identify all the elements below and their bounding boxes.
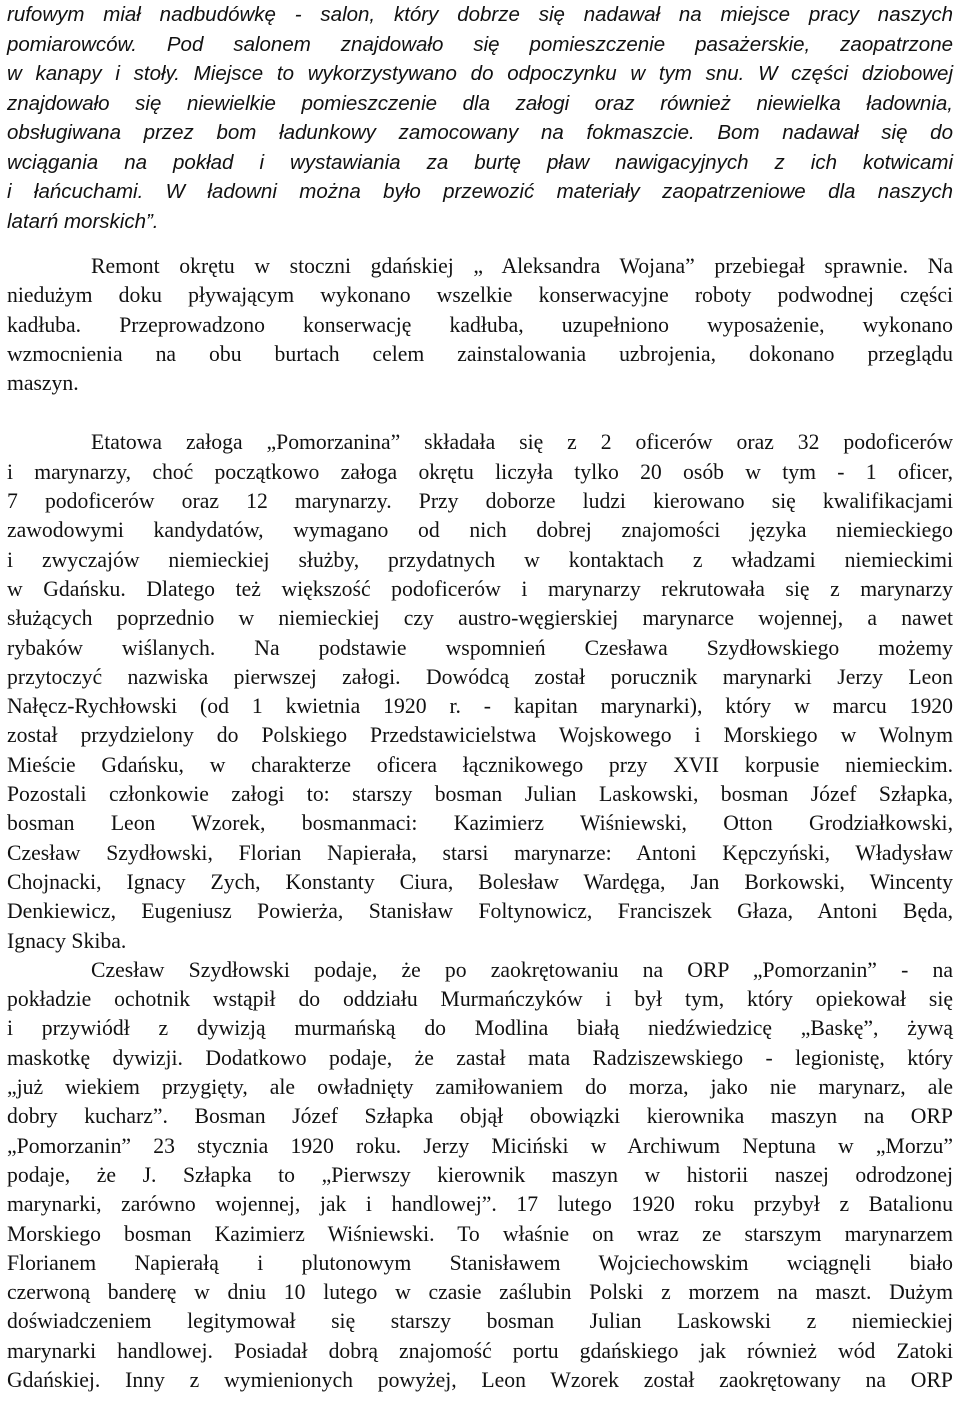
text-line: Denkiewicz, Eugeniusz Powierża, Stanisław Foltynowicz, Franciszek Głaza, Antoni Będa, bbox=[7, 899, 953, 924]
text-line: czerwoną banderę w dniu 10 lutego w czasie zaślubin Polski z morzem na maszt. Dużym bbox=[7, 1280, 953, 1305]
document-page bbox=[7, 0, 953, 1395]
text-line: Czesław Szydłowski, Florian Napierała, starsi marynarze: Antoni Kępczyński, Władysław bbox=[7, 840, 953, 865]
paragraph-shipyard-repair bbox=[7, 252, 953, 398]
paragraph-ship-description bbox=[7, 0, 953, 236]
text-line: i łańcuchami. W ładowni można było przewozić materiały zaopatrzeniowe dla naszych bbox=[7, 180, 953, 203]
text-line: rybaków wiślanych. Na podstawie wspomnień Czesława Szydłowskiego możemy bbox=[7, 635, 953, 660]
text-line: zawodowymi kandydatów, wymagano od nich dobrej znajomości języka niemieckiego bbox=[7, 518, 953, 543]
text-line: w kanapy i stoły. Miejsce to wykorzystywano do odpoczynku w tym snu. W części dziobowej bbox=[7, 62, 953, 85]
text-line: bosman Leon Wzorek, bosmanmaci: Kazimierz Wiśniewski, Otton Grodziałkowski, bbox=[7, 811, 953, 836]
text-line: obsługiwana przez bom ładunkowy zamocowany na fokmaszcie. Bom nadawał się do bbox=[7, 121, 953, 144]
text-line: Gdańskiej. Inny z wymienionych powyżej, Leon Wzorek został zaokrętowany na ORP bbox=[7, 1367, 953, 1392]
text-line: rufowym miał nadbudówkę - salon, który dobrze się nadawał na miejsce pracy naszych bbox=[7, 3, 953, 26]
text-line: maszyn. bbox=[7, 371, 79, 396]
text-line: służących poprzednio w niemieckiej czy austro-węgierskiej marynarce wojennej, a nawet bbox=[7, 606, 953, 631]
text-line: Morskiego bosman Kazimierz Wiśniewski. To właśnie on wraz ze starszym marynarzem bbox=[7, 1221, 953, 1246]
text-line: „Pomorzanin” 23 stycznia 1920 roku. Jerzy Miciński w Archiwum Neptuna w „Morzu” bbox=[7, 1133, 953, 1158]
paragraph-crew bbox=[7, 428, 953, 955]
text-line: 7 podoficerów oraz 12 marynarzy. Przy doborze ludzi kierowano się kwalifikacjami bbox=[7, 489, 953, 514]
text-line: marynarki handlowej. Posiadał dobrą znajomość portu gdańskiego jak również wód Zatoki bbox=[7, 1338, 953, 1363]
text-line: wciągania na pokład i wystawiania za burtę pław nawigacyjnych z ich kotwicami bbox=[7, 150, 953, 174]
text-line: w Gdańsku. Dlatego też większość podoficerów i marynarzy rekrutowała się z marynarzy bbox=[7, 576, 953, 601]
text-line: znajdowało się niewielkie pomieszczenie dla załogi oraz również niewielka ładownia, bbox=[7, 91, 953, 115]
text-line: pokładzie ochotnik wstąpił do oddziału Murmańczyków i był tym, który opiekował się bbox=[7, 987, 953, 1012]
text-line: został przydzielony do Polskiego Przedstawicielstwa Wojskowego i Morskiego w Wolnym bbox=[7, 723, 953, 748]
text-line: doświadczeniem legitymował się starszy bosman Julian Laskowski z niemieckiej bbox=[7, 1309, 953, 1334]
text-line: Czesław Szydłowski podaje, że po zaokrętowaniu na ORP „Pomorzanin” - na bbox=[91, 957, 953, 982]
text-line: maskotkę dywizji. Dodatkowo podaje, że zastał mata Radziszewskiego - legionistę, który bbox=[7, 1045, 953, 1070]
text-line: i marynarzy, choć początkowo załoga okrętu liczyła tylko 20 osób w tym - 1 oficer, bbox=[7, 459, 953, 484]
text-line: Ignacy Skiba. bbox=[7, 928, 127, 953]
text-line: „już wiekiem przygięty, ale owładnięty zamiłowaniem do morza, jako nie marynarz, ale bbox=[7, 1075, 953, 1100]
text-line: Remont okrętu w stoczni gdańskiej „ Aleksandra Wojana” przebiegał sprawnie. Na bbox=[91, 254, 953, 278]
text-line: niedużym doku pływającym wykonano wszelkie konserwacyjne roboty podwodnej części bbox=[7, 283, 953, 308]
text-line: pomiarowców. Pod salonem znajdowało się pomieszczenie pasażerskie, zaopatrzone bbox=[7, 32, 953, 56]
text-line: Etatowa załoga „Pomorzanina” składała się z 2 oficerów oraz 32 podoficerów bbox=[91, 430, 953, 455]
text-line: Pozostali członkowie załogi to: starszy bosman Julian Laskowski, bosman Józef Szłapka, bbox=[7, 782, 953, 807]
text-line: i zwyczajów niemieckiej służby, przydatnych w kontaktach z władzami niemieckimi bbox=[7, 547, 953, 572]
text-line: Chojnacki, Ignacy Zych, Konstanty Ciura, Bolesław Wardęga, Jan Borkowski, Wincenty bbox=[7, 869, 953, 894]
paragraph-szydlowski-account bbox=[7, 956, 953, 1395]
text-line: i przywiódł z dywizją murmańską do Modlina białą niedźwiedzicę „Baskę”, żywą bbox=[7, 1016, 953, 1041]
text-line: podaje, że J. Szłapka to „Pierwszy kierownik maszyn w historii naszej odrodzonej bbox=[7, 1162, 953, 1187]
text-line: wzmocnienia na obu burtach celem zainstalowania uzbrojenia, dokonano przeglądu bbox=[7, 341, 953, 366]
text-line: kadłuba. Przeprowadzono konserwację kadłuba, uzupełniono wyposażenie, wykonano bbox=[7, 312, 953, 337]
text-line: marynarki, zarówno wojennej, jak i handlowej”. 17 lutego 1920 roku przybył z Batalionu bbox=[7, 1192, 953, 1217]
text-line: latarń morskich”. bbox=[7, 209, 159, 233]
text-line: dobry kucharz”. Bosman Józef Szłapka objął obowiązki kierownika maszyn na ORP bbox=[7, 1104, 953, 1129]
text-line: przytoczyć nazwiska pierwszej załogi. Dowódcą został porucznik marynarki Jerzy Leon bbox=[7, 664, 953, 689]
text-line: Florianem Napierałą i plutonowym Stanisławem Wojciechowskim wciągnęli biało bbox=[7, 1250, 953, 1275]
text-line: Nałęcz-Rychłowski (od 1 kwietnia 1920 r. - kapitan marynarki), który w marcu 1920 bbox=[7, 694, 953, 719]
text-line: Mieście Gdańsku, w charakterze oficera łącznikowego przy XVII korpusie niemieckim. bbox=[7, 752, 953, 777]
